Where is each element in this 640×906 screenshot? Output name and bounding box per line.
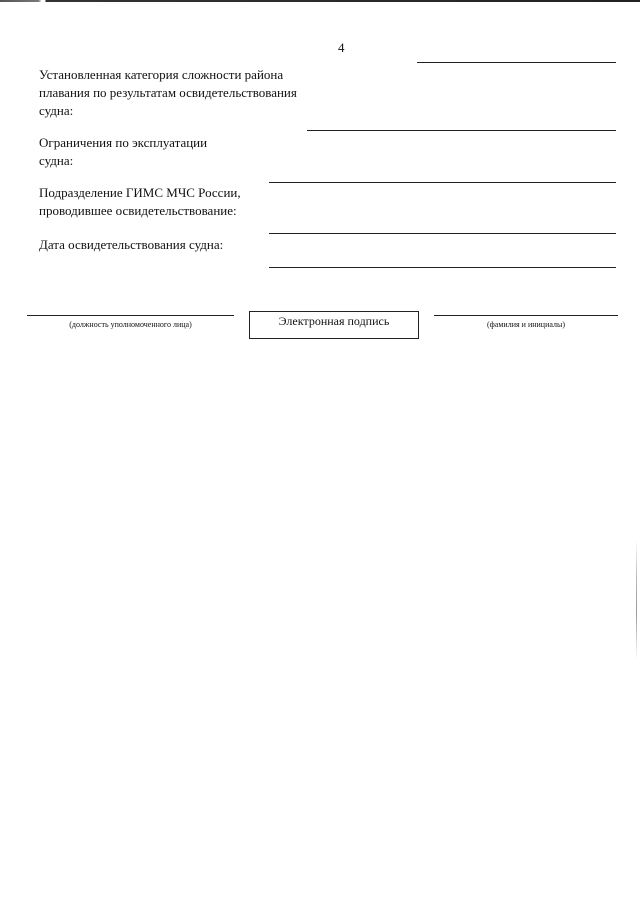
category-label-line-1: Установленная категория сложности района: [39, 67, 284, 82]
department-value-line: [269, 233, 616, 234]
restrictions-label-line-1: Ограничения по эксплуатации: [39, 135, 208, 150]
restrictions-value-line: [269, 182, 616, 183]
category-value-line: [307, 130, 616, 131]
position-signature-line: [27, 315, 234, 316]
scan-right-edge: [636, 540, 637, 660]
scan-top-edge: [0, 0, 640, 2]
date-label: Дата освидетельствования судна:: [39, 237, 224, 252]
electronic-signature-text: Электронная подпись: [278, 314, 390, 328]
position-caption: (должность уполномоченного лица): [69, 320, 192, 329]
category-label-line-3: судна:: [39, 103, 74, 118]
name-caption: (фамилия и инициалы): [486, 320, 566, 329]
date-value-line: [269, 267, 616, 268]
restrictions-label-line-2: судна:: [39, 153, 74, 168]
category-label-line-2: плавания по результатам освидетельствования: [39, 85, 297, 100]
department-label-line-1: Подразделение ГИМС МЧС России,: [39, 185, 241, 200]
page-number: 4: [338, 40, 345, 55]
name-signature-line: [434, 315, 618, 316]
electronic-signature-box: [249, 311, 419, 339]
header-underline: [417, 62, 616, 63]
department-label-line-2: проводившее освидетельствование:: [39, 203, 237, 218]
